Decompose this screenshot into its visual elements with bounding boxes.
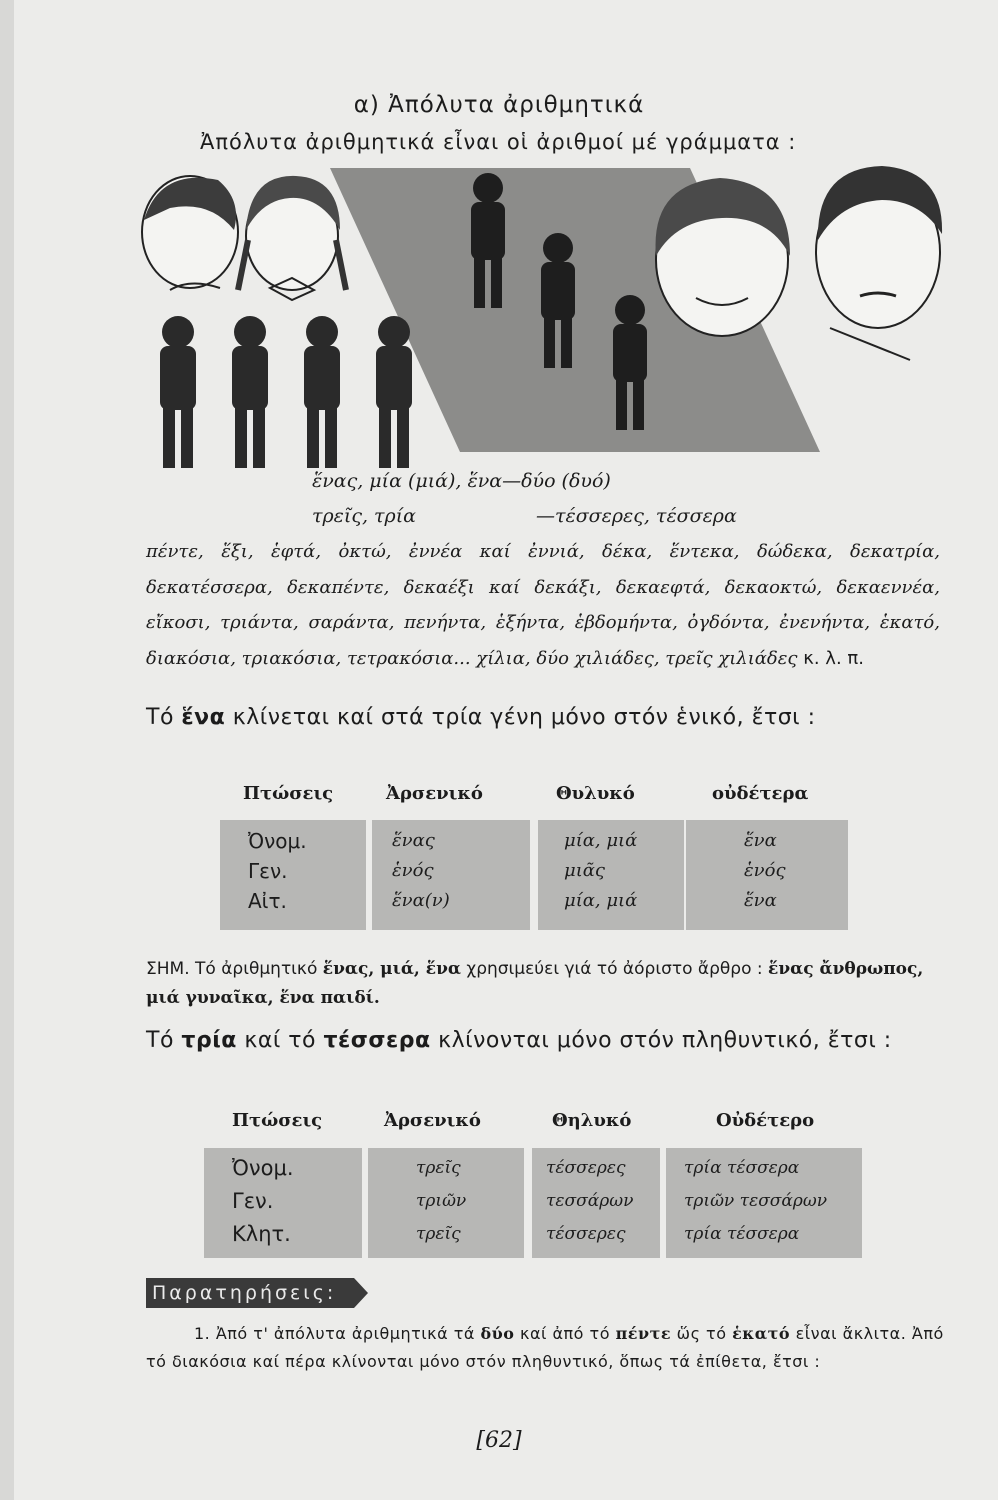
table2-value: τρεῖς — [416, 1224, 461, 1244]
table1-header-cases: Πτώσεις — [243, 783, 334, 804]
table2-header-masculine: Ἀρσενικό — [384, 1110, 481, 1131]
obs-bold-1: δύο — [480, 1324, 515, 1343]
table2-row-label: Κλητ. — [232, 1222, 291, 1246]
table1-feminine-cell — [538, 820, 684, 930]
child-figure-4 — [376, 316, 412, 468]
child-figure-2 — [232, 316, 268, 468]
page-edge — [0, 0, 14, 1500]
note-text-1: Τό ἀριθμητικό — [189, 959, 323, 979]
declension-two-sentence — [146, 1025, 946, 1057]
page-number: [62] — [476, 1428, 522, 1453]
woman-head-drawing — [656, 178, 790, 336]
intro-sentence: Ἀπόλυτα ἀριθμητικά εἶναι οἱ ἀριθμοί μέ γράμματα : — [200, 130, 797, 154]
children-silhouettes — [160, 316, 412, 468]
table1-value: ἕνα — [744, 890, 777, 911]
table2-cases-cell — [204, 1148, 362, 1258]
table2-value: τρεῖς — [416, 1158, 461, 1178]
numbers-etc: κ. λ. π. — [803, 647, 864, 669]
note — [146, 955, 946, 1013]
observations-text — [146, 1320, 946, 1376]
illustration — [130, 160, 950, 470]
table1-value: μία, μιά — [564, 890, 638, 911]
table2-header-cases: Πτώσεις — [232, 1110, 323, 1131]
decl1-word: ἕνα — [181, 705, 226, 730]
table1-value: ἕνας — [392, 830, 435, 851]
table1-neuter-cell — [686, 820, 848, 930]
table2-value: τεσσάρων — [546, 1191, 634, 1211]
note-bold-2: ἕνας ἄνθρωπος, μιά γυναῖκα, ἕνα παιδί. — [146, 959, 924, 1008]
table1-value: ἑνός — [392, 860, 434, 881]
decl1-post: κλίνεται καί στά τρία γένη μόνο στόν ἑνικό, ἔτσι : — [225, 705, 816, 730]
decl2-post: κλίνονται μόνο στόν πληθυντικό, ἔτσι : — [430, 1028, 892, 1053]
note-bold-1: ἕνας, μιά, ἕνα — [322, 959, 461, 979]
decl1-pre: Τό — [146, 705, 182, 730]
table2-value: τέσσερες — [546, 1224, 626, 1244]
boy-head-drawing — [142, 176, 238, 290]
obs-bold-2: πέντε — [615, 1324, 672, 1343]
observations-badge: Παρατηρήσεις: — [146, 1278, 354, 1308]
table1-masculine-cell — [372, 820, 530, 930]
table1-row-label: Ὀνομ. — [248, 829, 307, 853]
table1-value: ἑνός — [744, 860, 786, 881]
note-text-2: χρησιμεύει γιά τό ἀόριστο ἄρθρο : — [460, 959, 769, 979]
table2-value: τέσσερες — [546, 1158, 626, 1178]
numbers-line-one: ἕνας, μία (μιά), ἕνα—δύο (δυό) — [312, 470, 611, 492]
table2-value: τριῶν — [416, 1191, 467, 1211]
table2-neuter-cell — [666, 1148, 862, 1258]
section-title: α) Ἀπόλυτα ἀριθμητικά — [353, 92, 645, 118]
decl2-mid: καί τό — [236, 1028, 324, 1053]
table1-header-neuter: οὐδέτερα — [712, 783, 809, 804]
table2-feminine-cell — [532, 1148, 660, 1258]
table1-header-feminine: Θυλυκό — [556, 783, 635, 804]
table2-value: τριῶν τεσσάρων — [684, 1191, 828, 1211]
decl2-word-1: τρία — [181, 1028, 237, 1053]
table2-value: τρία τέσσερα — [684, 1224, 800, 1244]
table2-row-label: Ὀνομ. — [232, 1156, 294, 1180]
table2-header-feminine: Θηλυκό — [552, 1110, 632, 1131]
decl2-pre: Τό — [146, 1028, 182, 1053]
obs-text-4: εἶναι ἄκλιτα. Ἀπό τό διακόσια καί πέρα κλίνονται μόνο στόν πληθυντικό, ὅπως τά ἐπίθετα, ἔτσι : — [146, 1324, 944, 1371]
child-figure-3 — [304, 316, 340, 468]
numbers-line-two-a: τρεῖς, τρία — [312, 505, 417, 527]
obs-text-1: 1. Ἀπό τ' ἀπόλυτα ἀριθμητικά τά — [194, 1324, 481, 1343]
obs-text-2: καί ἀπό τό — [514, 1324, 616, 1343]
obs-bold-3: ἑκατό — [732, 1324, 791, 1343]
girl-head-drawing — [238, 176, 346, 300]
child-figure-1 — [160, 316, 196, 468]
note-label: ΣΗΜ. — [146, 959, 190, 979]
declension-one-sentence — [146, 702, 946, 734]
table1-row-label: Γεν. — [248, 859, 288, 883]
table1-value: ἕνα — [744, 830, 777, 851]
table2-header-neuter: Οὐδέτερο — [716, 1110, 815, 1131]
numbers-paragraph — [146, 534, 940, 676]
table2-masculine-cell — [368, 1148, 524, 1258]
numbers-list: πέντε, ἕξι, ἑφτά, ὀκτώ, ἐννέα καί ἐννιά, δέκα, ἕντεκα, δώδεκα, δεκατρία, δεκατέσσερα, δεκαπέντε, δεκαέξι καί δεκάξι, δεκαεφτά, δεκαοκτώ, δεκαεννέα, εἴκοσι, τριάντα, σαράντα, πενήντα, ἑξήντα, ἑβδομήντα, ὀγδόντα, ἐνενήντα, ἑκατό, διακόσια, τριακόσια, τετρακόσια... χίλια, δύο χιλιάδες, τρεῖς χιλιάδες — [146, 541, 940, 669]
table1-header-masculine: Ἀρσενικό — [386, 783, 483, 804]
man-head-drawing — [816, 166, 942, 360]
numbers-line-two-b: —τέσσερες, τέσσερα — [536, 505, 737, 527]
table1-value: μιᾶς — [564, 860, 605, 881]
table2-row-label: Γεν. — [232, 1189, 274, 1213]
table1-value: μία, μιά — [564, 830, 638, 851]
table1-value: ἕνα(ν) — [392, 890, 450, 911]
decl2-word-2: τέσσερα — [323, 1028, 431, 1053]
table2-value: τρία τέσσερα — [684, 1158, 800, 1178]
table1-cases-cell — [220, 820, 366, 930]
obs-text-3: ὥς τό — [671, 1324, 733, 1343]
table1-row-label: Αἰτ. — [248, 889, 287, 913]
